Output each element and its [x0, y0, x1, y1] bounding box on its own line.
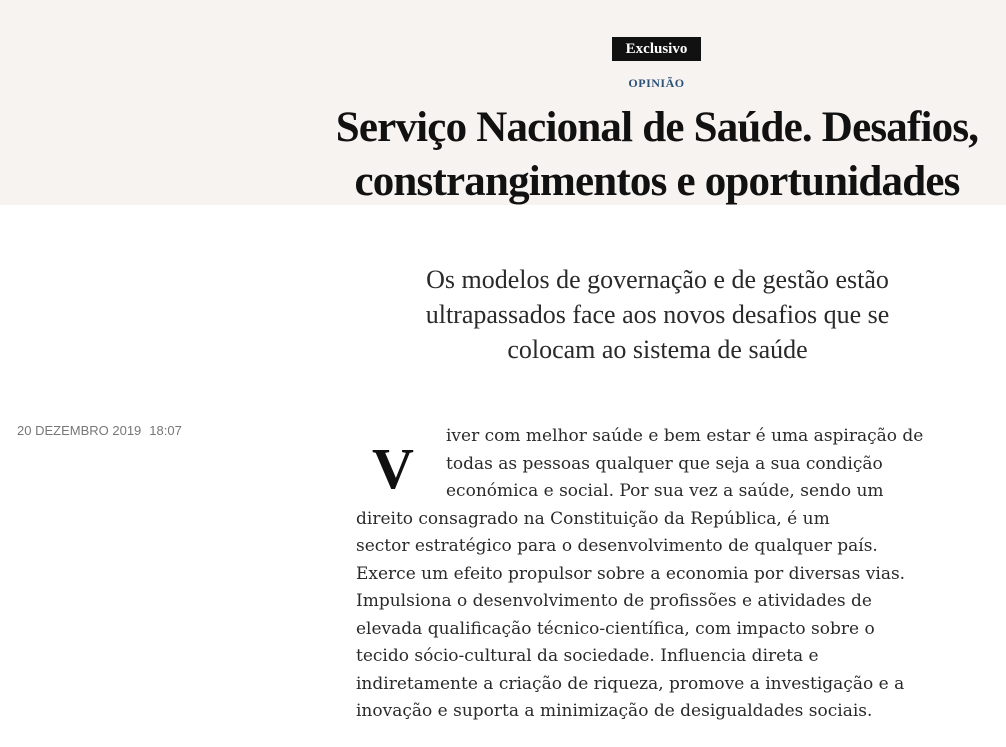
body-line: tecido sócio-cultural da sociedade. Influencia direta e — [356, 646, 819, 666]
article-dateline — [17, 423, 182, 438]
body-line: económica e social. Por sua vez a saúde, sendo um — [446, 481, 884, 501]
exclusive-badge: Exclusivo — [612, 37, 701, 61]
standfirst-line: colocam ao sistema de saúde — [507, 335, 808, 364]
article-body — [356, 423, 956, 726]
headline-line: constrangimentos e oportunidades — [354, 158, 960, 205]
body-line: elevada qualificação técnico-científica, com impacto sobre o — [356, 618, 875, 639]
section-label[interactable]: OPINIÃO — [628, 76, 685, 90]
publish-date: 20 DEZEMBRO 2019 — [17, 423, 142, 438]
standfirst-line: Os modelos de governação e de gestão estão — [426, 265, 889, 294]
body-line: sector estratégico para o desenvolvimento de qualquer país. — [356, 536, 878, 556]
body-line: Exerce um efeito propulsor sobre a economia por diversas vias. — [356, 563, 906, 584]
body-line: inovação e suporta a minimização de desigualdades sociais. — [356, 701, 873, 721]
body-line: todas as pessoas qualquer que seja a sua condição — [446, 453, 883, 474]
publish-time: 18:07 — [149, 423, 182, 438]
headline-line: Serviço Nacional de Saúde. Desafios, — [335, 104, 979, 151]
drop-cap: V — [372, 436, 414, 501]
article-headline — [300, 101, 1006, 209]
body-line: Impulsiona o desenvolvimento de profissões e atividades de — [356, 591, 872, 611]
body-line: direito consagrado na Constituição da República, é um — [356, 508, 830, 529]
body-line: indiretamente a criação de riqueza, promove a investigação e a — [356, 673, 905, 694]
standfirst-line: ultrapassados face aos novos desafios que se — [425, 300, 890, 329]
article-standfirst — [355, 262, 960, 367]
body-line: iver com melhor saúde e bem estar é uma aspiração de — [446, 426, 924, 446]
